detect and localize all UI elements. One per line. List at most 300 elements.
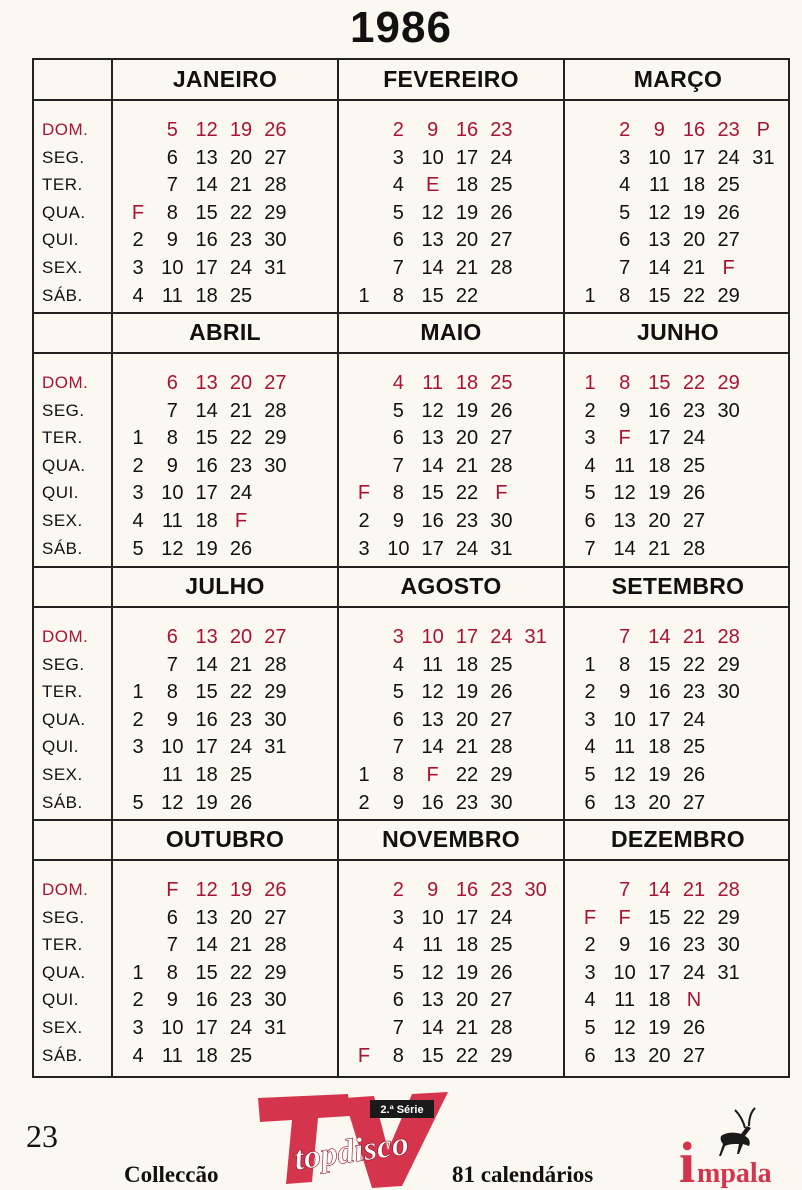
day-number: 19 bbox=[648, 1017, 671, 1039]
day-number: 1 bbox=[132, 961, 144, 984]
day-number: 2 bbox=[584, 399, 596, 422]
day-number: 7 bbox=[166, 399, 178, 422]
day-number: 11 bbox=[161, 764, 183, 786]
day-number: 22 bbox=[682, 372, 706, 394]
day-number: 14 bbox=[195, 934, 218, 957]
day-number: 19 bbox=[648, 764, 671, 786]
day-number: 28 bbox=[717, 879, 740, 901]
day-number: 8 bbox=[392, 1044, 404, 1067]
day-number: 19 bbox=[195, 791, 218, 814]
day-number: 24 bbox=[682, 427, 706, 450]
day-number: 30 bbox=[264, 454, 287, 477]
day-number: 23 bbox=[682, 399, 706, 422]
day-number: 30 bbox=[490, 510, 513, 532]
day-number: 19 bbox=[229, 119, 253, 141]
day-number: 27 bbox=[682, 1044, 706, 1067]
calendar-grid bbox=[32, 58, 790, 1078]
day-number: 6 bbox=[584, 510, 596, 532]
day-number: 2 bbox=[132, 708, 144, 731]
day-number: 10 bbox=[387, 537, 410, 560]
day-number: 16 bbox=[648, 934, 671, 957]
day-number: 7 bbox=[392, 257, 404, 279]
day-number: 17 bbox=[455, 146, 479, 169]
day-number: 12 bbox=[161, 537, 184, 560]
day-number: 8 bbox=[619, 284, 631, 307]
day-number: 28 bbox=[490, 1017, 513, 1039]
day-number: 1 bbox=[132, 427, 144, 450]
month-header-underline bbox=[34, 606, 788, 608]
collection-label: Colleccão bbox=[124, 1162, 219, 1187]
day-number: 23 bbox=[229, 229, 253, 252]
day-number: 11 bbox=[614, 989, 636, 1012]
day-number: 25 bbox=[490, 372, 513, 394]
day-number: 26 bbox=[490, 201, 513, 224]
day-number: 2 bbox=[358, 791, 370, 814]
day-number: 28 bbox=[490, 257, 513, 279]
day-number: 31 bbox=[717, 961, 740, 984]
weekday-label: QUA. bbox=[42, 202, 86, 222]
day-number: 30 bbox=[717, 681, 740, 704]
day-number: 15 bbox=[648, 284, 671, 307]
day-number: 21 bbox=[682, 626, 706, 648]
day-number: 16 bbox=[195, 454, 218, 477]
day-number: 5 bbox=[132, 791, 144, 814]
day-number: 17 bbox=[648, 427, 671, 450]
weekday-label: DOM. bbox=[42, 120, 89, 139]
day-number: 23 bbox=[490, 119, 513, 141]
day-number: 1 bbox=[358, 284, 370, 307]
day-number: 3 bbox=[584, 961, 596, 984]
day-number: 8 bbox=[166, 681, 178, 704]
month-header-underline bbox=[34, 352, 788, 354]
day-number: 27 bbox=[682, 791, 706, 814]
day-number: 17 bbox=[455, 906, 479, 929]
day-number: 3 bbox=[392, 626, 404, 648]
day-number: 9 bbox=[619, 934, 631, 957]
day-number: 29 bbox=[717, 372, 740, 394]
tv-logo-badge: 2.ª Série bbox=[380, 1104, 424, 1116]
day-number: 11 bbox=[422, 372, 444, 394]
day-number: 6 bbox=[619, 229, 631, 252]
day-number: 2 bbox=[584, 681, 596, 704]
day-number: 16 bbox=[421, 791, 444, 814]
day-number: 5 bbox=[584, 482, 596, 505]
day-number: 8 bbox=[392, 764, 404, 786]
day-number: 15 bbox=[648, 372, 671, 394]
day-number: 26 bbox=[229, 537, 253, 560]
day-number: 19 bbox=[195, 537, 218, 560]
day-number: 31 bbox=[264, 257, 287, 279]
month-name-fevereiro: FEVEREIRO bbox=[383, 66, 519, 92]
day-number: 10 bbox=[421, 146, 444, 169]
day-number: 21 bbox=[455, 257, 479, 279]
day-number: 18 bbox=[455, 934, 479, 957]
year-title: 1986 bbox=[350, 3, 452, 52]
month-name-março: MARÇO bbox=[633, 66, 723, 92]
day-number: 25 bbox=[682, 454, 706, 477]
day-number: 24 bbox=[229, 482, 253, 505]
weekday-label: TER. bbox=[42, 682, 83, 702]
day-number: 14 bbox=[648, 626, 671, 648]
day-number: 21 bbox=[229, 934, 253, 957]
day-number: 4 bbox=[584, 989, 596, 1012]
weekday-label: QUI. bbox=[42, 737, 79, 757]
day-number: 11 bbox=[161, 510, 183, 532]
day-number: 9 bbox=[619, 681, 631, 704]
day-number: 7 bbox=[619, 257, 631, 279]
day-number: 14 bbox=[421, 736, 444, 759]
day-number: 20 bbox=[229, 372, 253, 394]
day-number: 3 bbox=[132, 257, 144, 279]
weekday-label: SEG. bbox=[42, 147, 85, 167]
day-number: 25 bbox=[229, 764, 253, 786]
day-number: 12 bbox=[613, 482, 636, 505]
day-number: 21 bbox=[682, 257, 706, 279]
day-number: 24 bbox=[229, 736, 253, 759]
day-number: 5 bbox=[392, 961, 404, 984]
day-number: 16 bbox=[455, 119, 479, 141]
day-number: 31 bbox=[524, 626, 547, 648]
day-number: F bbox=[357, 482, 371, 505]
day-number: 18 bbox=[195, 1044, 218, 1067]
day-number: 23 bbox=[490, 879, 513, 901]
day-number: 15 bbox=[421, 482, 444, 505]
day-number: 8 bbox=[166, 961, 178, 984]
day-number: 12 bbox=[161, 791, 184, 814]
day-number: 7 bbox=[166, 653, 178, 676]
day-number: 20 bbox=[229, 626, 253, 648]
day-number: 29 bbox=[264, 201, 287, 224]
day-number: 27 bbox=[490, 708, 513, 731]
day-number: 24 bbox=[490, 626, 513, 648]
day-number: 14 bbox=[613, 537, 636, 560]
day-number: 15 bbox=[195, 681, 218, 704]
day-number: 21 bbox=[648, 537, 671, 560]
day-number: 1 bbox=[584, 372, 596, 394]
day-number: 6 bbox=[584, 1044, 596, 1067]
day-number: 9 bbox=[427, 879, 439, 901]
day-number: F bbox=[426, 764, 439, 786]
impala-logo-text: mpala bbox=[697, 1158, 772, 1189]
day-number: F bbox=[131, 201, 145, 224]
day-number: 24 bbox=[455, 537, 479, 560]
day-number: 13 bbox=[421, 989, 444, 1012]
day-number: 22 bbox=[682, 906, 706, 929]
day-number: 20 bbox=[648, 510, 671, 532]
day-number: 22 bbox=[229, 201, 253, 224]
day-number: 4 bbox=[392, 934, 404, 957]
day-number: 13 bbox=[613, 510, 636, 532]
day-number: 30 bbox=[717, 934, 740, 957]
day-number: 28 bbox=[682, 537, 706, 560]
day-number: 25 bbox=[229, 284, 253, 307]
day-number: 8 bbox=[166, 427, 178, 450]
month-name-maio: MAIO bbox=[420, 319, 482, 345]
day-number: 11 bbox=[648, 174, 670, 197]
day-number: 1 bbox=[584, 653, 596, 676]
day-number: 24 bbox=[490, 146, 513, 169]
day-number: 28 bbox=[490, 454, 513, 477]
day-number: 21 bbox=[455, 454, 479, 477]
day-number: 2 bbox=[132, 229, 144, 252]
day-number: 19 bbox=[682, 201, 706, 224]
day-number: 17 bbox=[195, 257, 218, 279]
day-number: 14 bbox=[195, 653, 218, 676]
weekday-label: DOM. bbox=[42, 880, 89, 899]
day-number: 26 bbox=[490, 681, 513, 704]
day-number: 28 bbox=[264, 174, 287, 197]
day-number: 5 bbox=[392, 201, 404, 224]
day-number: 22 bbox=[229, 681, 253, 704]
day-number: 4 bbox=[584, 736, 596, 759]
day-number: 17 bbox=[195, 1017, 218, 1039]
day-number: 16 bbox=[195, 989, 218, 1012]
day-number: 26 bbox=[229, 791, 253, 814]
weekday-label: SÁB. bbox=[42, 538, 83, 558]
day-number: 19 bbox=[455, 399, 479, 422]
month-name-julho: JULHO bbox=[185, 573, 265, 599]
day-number: 26 bbox=[490, 961, 513, 984]
day-number: 14 bbox=[195, 174, 218, 197]
day-number: 30 bbox=[524, 879, 547, 901]
day-number: 26 bbox=[682, 1017, 706, 1039]
day-number: 16 bbox=[648, 399, 671, 422]
day-number: 13 bbox=[195, 146, 218, 169]
day-number: 14 bbox=[648, 257, 671, 279]
weekday-label: TER. bbox=[42, 428, 83, 448]
day-number: 22 bbox=[682, 653, 706, 676]
day-number: 30 bbox=[264, 708, 287, 731]
day-number: 21 bbox=[229, 653, 253, 676]
day-number: 3 bbox=[584, 708, 596, 731]
day-number: 22 bbox=[229, 961, 253, 984]
weekday-label: TER. bbox=[42, 935, 83, 955]
day-number: 12 bbox=[613, 1017, 636, 1039]
day-number: 6 bbox=[166, 906, 178, 929]
day-number: 6 bbox=[166, 372, 178, 394]
day-number: 17 bbox=[682, 146, 706, 169]
day-number: 21 bbox=[455, 1017, 479, 1039]
day-number: 26 bbox=[264, 119, 287, 141]
day-number: 15 bbox=[195, 961, 218, 984]
day-number: 25 bbox=[490, 653, 513, 676]
day-number: 9 bbox=[392, 791, 404, 814]
day-number: F bbox=[722, 257, 735, 279]
day-number: 13 bbox=[613, 791, 636, 814]
day-number: 27 bbox=[490, 989, 513, 1012]
month-name-junho: JUNHO bbox=[636, 319, 719, 345]
day-number: 18 bbox=[648, 736, 671, 759]
day-number: 27 bbox=[490, 229, 513, 252]
day-number: 7 bbox=[166, 934, 178, 957]
weekday-label: SEG. bbox=[42, 654, 85, 674]
day-number: 16 bbox=[648, 681, 671, 704]
day-number: 8 bbox=[392, 284, 404, 307]
day-number: 4 bbox=[392, 174, 404, 197]
day-number: 15 bbox=[648, 653, 671, 676]
weekday-label: QUA. bbox=[42, 962, 86, 982]
month-name-outubro: OUTUBRO bbox=[165, 826, 285, 852]
day-number: 3 bbox=[358, 537, 370, 560]
day-number: 23 bbox=[455, 510, 479, 532]
day-number: 29 bbox=[264, 961, 287, 984]
month-name-setembro: SETEMBRO bbox=[611, 573, 745, 599]
day-number: 8 bbox=[392, 482, 404, 505]
weekday-label: SEG. bbox=[42, 907, 85, 927]
day-number: 17 bbox=[195, 736, 218, 759]
day-number: 3 bbox=[619, 146, 631, 169]
day-number: 7 bbox=[392, 1017, 404, 1039]
day-number: 30 bbox=[264, 989, 287, 1012]
day-number: 11 bbox=[161, 284, 183, 307]
month-name-abril: ABRIL bbox=[189, 319, 261, 345]
day-number: 16 bbox=[195, 708, 218, 731]
day-number: 14 bbox=[421, 257, 444, 279]
impala-antelope-icon bbox=[719, 1108, 755, 1156]
day-number: 10 bbox=[161, 1017, 184, 1039]
day-number: 6 bbox=[584, 791, 596, 814]
day-number: 20 bbox=[455, 989, 479, 1012]
day-number: 24 bbox=[717, 146, 740, 169]
day-number: 4 bbox=[392, 372, 404, 394]
weekday-label: QUA. bbox=[42, 709, 86, 729]
day-number: 27 bbox=[264, 146, 287, 169]
day-number: 19 bbox=[455, 681, 479, 704]
day-number: 26 bbox=[682, 482, 706, 505]
day-number: 12 bbox=[648, 201, 671, 224]
day-number: 25 bbox=[490, 934, 513, 957]
day-number: F bbox=[495, 482, 508, 505]
day-number: 29 bbox=[264, 681, 287, 704]
day-number: 6 bbox=[166, 626, 178, 648]
month-name-agosto: AGOSTO bbox=[400, 573, 502, 599]
day-number: 15 bbox=[421, 284, 444, 307]
day-number: 29 bbox=[490, 1044, 513, 1067]
day-number: 13 bbox=[613, 1044, 636, 1067]
day-number: 17 bbox=[648, 708, 671, 731]
day-number: 20 bbox=[455, 708, 479, 731]
day-number: 22 bbox=[455, 284, 479, 307]
day-number: 13 bbox=[421, 708, 444, 731]
day-number: 21 bbox=[229, 399, 253, 422]
day-number: 21 bbox=[682, 879, 706, 901]
day-number: F bbox=[618, 427, 631, 450]
day-number: 30 bbox=[717, 399, 740, 422]
day-number: 23 bbox=[717, 119, 740, 141]
day-number: 14 bbox=[421, 1017, 444, 1039]
month-name-janeiro: JANEIRO bbox=[172, 66, 278, 92]
day-number: 9 bbox=[166, 454, 178, 477]
day-number: F bbox=[357, 1044, 371, 1067]
day-number: 4 bbox=[619, 174, 631, 197]
day-number: 28 bbox=[264, 653, 287, 676]
impala-logo-initial: i bbox=[679, 1130, 696, 1190]
day-number: 11 bbox=[422, 653, 444, 676]
day-number: 2 bbox=[358, 510, 370, 532]
page-number: 23 bbox=[26, 1118, 58, 1154]
day-number: 31 bbox=[264, 1017, 287, 1039]
day-number: 28 bbox=[717, 626, 740, 648]
day-number: 25 bbox=[490, 174, 513, 197]
day-number: 22 bbox=[229, 427, 253, 450]
day-number: 29 bbox=[490, 764, 513, 786]
day-number: 19 bbox=[455, 201, 479, 224]
day-number: 12 bbox=[421, 961, 444, 984]
weekday-label: SÁB. bbox=[42, 1045, 83, 1065]
day-number: 11 bbox=[161, 1044, 183, 1067]
weekday-label: SÁB. bbox=[42, 792, 83, 812]
day-number: 5 bbox=[132, 537, 144, 560]
day-number: 5 bbox=[392, 399, 404, 422]
day-number: 9 bbox=[166, 708, 178, 731]
day-number: 3 bbox=[392, 906, 404, 929]
day-number: 2 bbox=[584, 934, 596, 957]
day-number: 23 bbox=[229, 708, 253, 731]
day-number: 29 bbox=[717, 906, 740, 929]
month-header-underline bbox=[34, 859, 788, 861]
day-number: 13 bbox=[195, 372, 218, 394]
weekday-label: TER. bbox=[42, 175, 83, 195]
day-number: 2 bbox=[132, 454, 144, 477]
day-number: 20 bbox=[229, 906, 253, 929]
day-number: 14 bbox=[421, 454, 444, 477]
day-number: 29 bbox=[717, 653, 740, 676]
day-number: 16 bbox=[195, 229, 218, 252]
day-number: 8 bbox=[619, 653, 631, 676]
day-number: 28 bbox=[264, 399, 287, 422]
day-number: 3 bbox=[584, 427, 596, 450]
day-number: 29 bbox=[264, 427, 287, 450]
day-number: 29 bbox=[717, 284, 740, 307]
day-number: 9 bbox=[392, 510, 404, 532]
day-number: 18 bbox=[455, 653, 479, 676]
weekday-label: DOM. bbox=[42, 373, 89, 392]
day-number: 7 bbox=[392, 736, 404, 759]
day-number: 24 bbox=[229, 257, 253, 279]
day-number: F bbox=[234, 510, 248, 532]
day-number: N bbox=[686, 989, 702, 1012]
month-name-novembro: NOVEMBRO bbox=[382, 826, 520, 852]
weekday-label: QUA. bbox=[42, 455, 86, 475]
day-number: 9 bbox=[166, 229, 178, 252]
day-number: 4 bbox=[392, 653, 404, 676]
day-number: 8 bbox=[166, 201, 178, 224]
day-number: 27 bbox=[264, 626, 287, 648]
day-number: 18 bbox=[195, 510, 218, 532]
day-number: 12 bbox=[421, 681, 444, 704]
day-number: 4 bbox=[132, 284, 144, 307]
day-number: 9 bbox=[427, 119, 439, 141]
weekday-label: SEX. bbox=[42, 1018, 83, 1037]
day-number: 6 bbox=[392, 229, 404, 252]
day-number: 5 bbox=[619, 201, 631, 224]
day-number: 3 bbox=[132, 736, 144, 759]
day-number: 20 bbox=[455, 427, 479, 450]
day-number: 25 bbox=[682, 736, 706, 759]
weekday-label: QUI. bbox=[42, 230, 79, 250]
day-number: P bbox=[756, 119, 770, 141]
day-number: 9 bbox=[653, 119, 665, 141]
day-number: 30 bbox=[490, 791, 513, 814]
day-number: 14 bbox=[648, 879, 671, 901]
day-number: 27 bbox=[490, 427, 513, 450]
day-number: 24 bbox=[682, 708, 706, 731]
day-number: 23 bbox=[682, 934, 706, 957]
weekday-label: SEX. bbox=[42, 511, 83, 530]
day-number: 7 bbox=[584, 537, 596, 560]
day-number: 13 bbox=[195, 906, 218, 929]
day-number: 11 bbox=[614, 736, 636, 759]
